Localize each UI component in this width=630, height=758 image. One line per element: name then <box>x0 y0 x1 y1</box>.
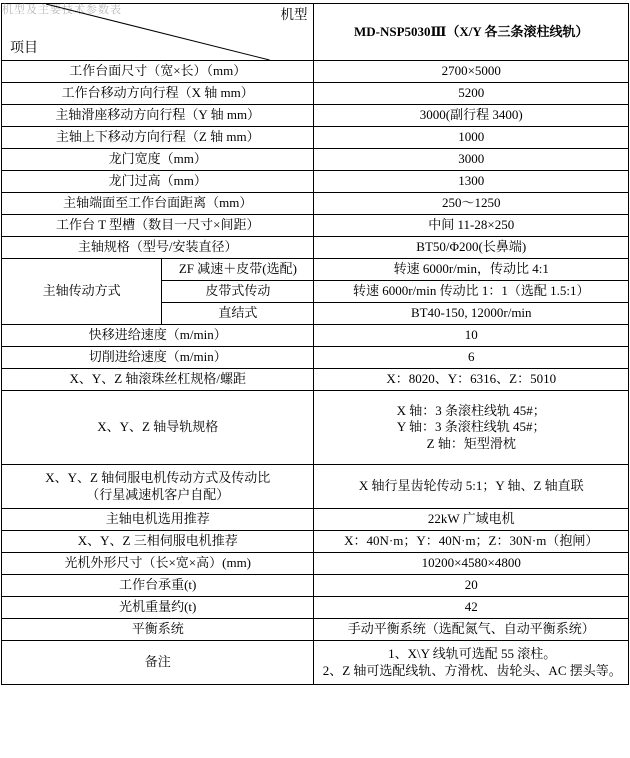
spindle-drive-sub-label: ZF 减速＋皮带(选配) <box>162 259 314 281</box>
header-item-label: 项目 <box>10 40 38 56</box>
row-label: 龙门过高（mm） <box>2 171 314 193</box>
spindle-drive-value: 转速 6000r/min 传动比 1：1（选配 1.5:1） <box>314 281 629 303</box>
row-value: X：8020、Y：6316、Z：5010 <box>314 369 629 391</box>
remark-line: 1、X\Y 线轨可选配 55 滚柱。 <box>388 646 557 662</box>
row-value: 6 <box>314 347 629 369</box>
spindle-drive-label: 主轴传动方式 <box>2 259 162 325</box>
table-row-servo <box>2 465 629 509</box>
specification-table <box>1 3 629 685</box>
spindle-drive-sub-label: 皮带式传动 <box>162 281 314 303</box>
table-row <box>2 149 629 171</box>
remark-label: 备注 <box>2 641 314 685</box>
row-value: 10200×4580×4800 <box>314 553 629 575</box>
spindle-drive-value: BT40-150, 12000r/min <box>314 303 629 325</box>
row-label: 平衡系统 <box>2 619 314 641</box>
table-row <box>2 531 629 553</box>
table-row <box>2 237 629 259</box>
guide-rail-line: X 轴：3 条滚柱线轨 45#； <box>396 403 546 419</box>
row-value: 手动平衡系统（选配氮气、自动平衡系统） <box>314 619 629 641</box>
row-label: 主轴规格（型号/安装直径） <box>2 237 314 259</box>
faint-page-header: 机型及主要技术参数表 <box>2 4 122 16</box>
table-row <box>2 171 629 193</box>
table-row <box>2 325 629 347</box>
row-label: 光机重量约(t) <box>2 597 314 619</box>
row-label: 光机外形尺寸（长×宽×高）(mm) <box>2 553 314 575</box>
row-value: 250～1250 <box>314 193 629 215</box>
servo-label-line: X、Y、Z 轴伺服电机传动方式及传动比 <box>45 470 271 486</box>
row-value: 2700×5000 <box>314 61 629 83</box>
row-value: X：40N·m；Y：40N·m；Z：30N·m（抱闸） <box>314 531 629 553</box>
table-row <box>2 369 629 391</box>
model-title: MD-NSP5030Ⅲ（X/Y 各三条滚柱线轨） <box>353 23 589 39</box>
row-label: X、Y、Z 轴滚珠丝杠规格/螺距 <box>2 369 314 391</box>
row-value: 3000(副行程 3400) <box>314 105 629 127</box>
table-row <box>2 575 629 597</box>
table-row <box>2 105 629 127</box>
guide-rail-value <box>314 391 629 465</box>
row-value: 5200 <box>314 83 629 105</box>
table-row-guide-rail <box>2 391 629 465</box>
row-label: 切削进给速度（m/min） <box>2 347 314 369</box>
row-label: 工作台承重(t) <box>2 575 314 597</box>
table-row <box>2 619 629 641</box>
row-value: 中间 11-28×250 <box>314 215 629 237</box>
guide-rail-line: Y 轴：3 条滚柱线轨 45#； <box>396 419 546 435</box>
row-label: 主轴电机选用推荐 <box>2 509 314 531</box>
row-value: 20 <box>314 575 629 597</box>
remark-line: 2、Z 轴可选配线轨、方滑枕、齿轮头、AC 摆头等。 <box>322 662 622 678</box>
table-row <box>2 347 629 369</box>
servo-label-line: （行星减速机客户自配） <box>86 486 230 502</box>
table-row-spindle-drive <box>2 259 629 281</box>
row-value: 22kW 广域电机 <box>314 509 629 531</box>
servo-label <box>2 465 314 509</box>
table-row-remark <box>2 641 629 685</box>
table-row <box>2 193 629 215</box>
table-row <box>2 553 629 575</box>
table-row <box>2 61 629 83</box>
table-row <box>2 127 629 149</box>
guide-rail-line: Z 轴：矩型滑枕 <box>426 435 516 451</box>
row-label: 龙门宽度（mm） <box>2 149 314 171</box>
guide-rail-label: X、Y、Z 轴导轨规格 <box>2 391 314 465</box>
row-label: 工作台面尺寸（宽×长）（mm） <box>2 61 314 83</box>
servo-value: X 轴行星齿轮传动 5:1；Y 轴、Z 轴直联 <box>314 465 629 509</box>
model-title-cell <box>314 4 629 61</box>
spindle-drive-value: 转速 6000r/min，传动比 4:1 <box>314 259 629 281</box>
header-model-label: 机型 <box>280 7 308 22</box>
spec-sheet <box>0 3 630 758</box>
row-value: 10 <box>314 325 629 347</box>
row-label: 主轴上下移动方向行程（Z 轴 mm） <box>2 127 314 149</box>
table-row <box>2 509 629 531</box>
row-value: 1300 <box>314 171 629 193</box>
row-label: 工作台移动方向行程（X 轴 mm） <box>2 83 314 105</box>
diagonal-header-cell <box>2 4 314 61</box>
row-label: 主轴滑座移动方向行程（Y 轴 mm） <box>2 105 314 127</box>
table-row <box>2 83 629 105</box>
row-value: 42 <box>314 597 629 619</box>
table-row <box>2 597 629 619</box>
row-label: 主轴端面至工作台面距离（mm） <box>2 193 314 215</box>
remark-value <box>314 641 629 685</box>
row-value: 1000 <box>314 127 629 149</box>
diagonal-line-icon <box>2 4 313 60</box>
row-label: 工作台 T 型槽（数目一尺寸×间距） <box>2 215 314 237</box>
spindle-drive-sub-label: 直结式 <box>162 303 314 325</box>
table-header-row <box>2 4 629 61</box>
row-label: X、Y、Z 三相伺服电机推荐 <box>2 531 314 553</box>
row-label: 快移进给速度（m/min） <box>2 325 314 347</box>
table-row <box>2 215 629 237</box>
row-value: BT50/Φ200(长鼻端) <box>314 237 629 259</box>
row-value: 3000 <box>314 149 629 171</box>
